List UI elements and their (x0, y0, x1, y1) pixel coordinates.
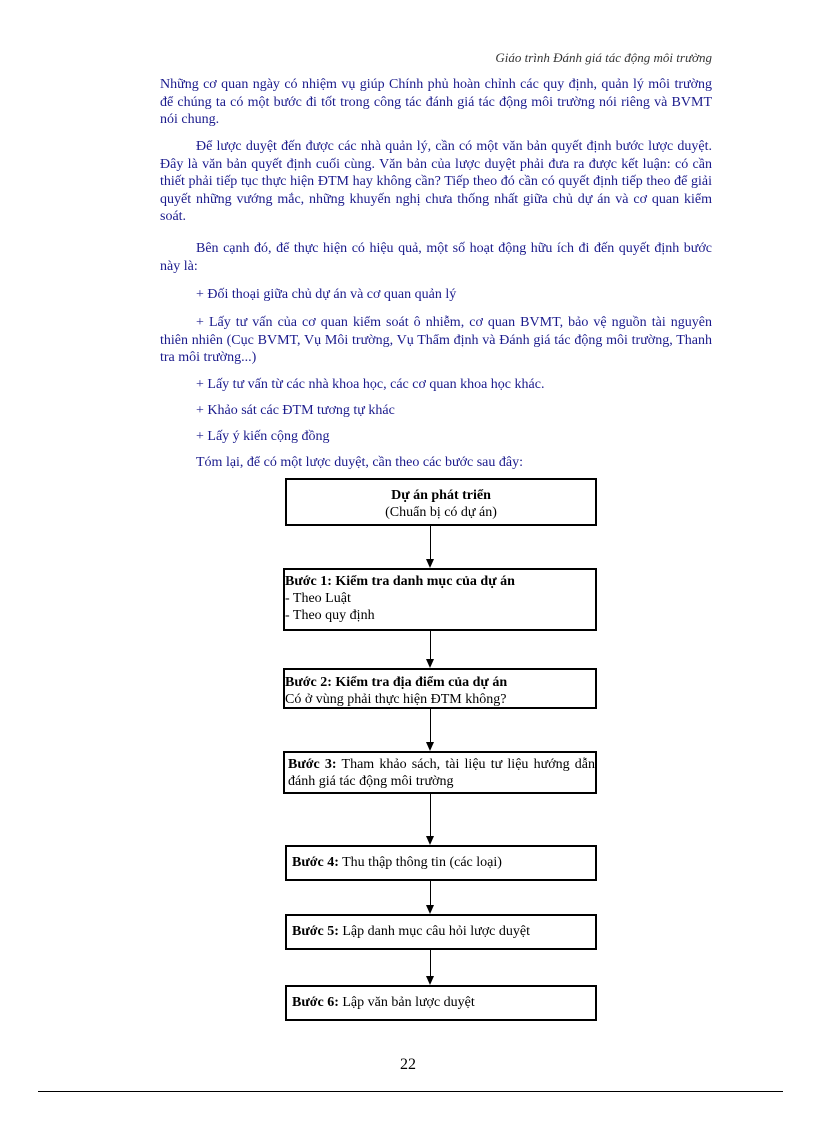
flow-step5-text: Lập danh mục câu hỏi lược duyệt (338, 924, 530, 939)
flow-step1-line1: - Theo Luật (285, 591, 351, 606)
flow-box-step4 (285, 845, 597, 881)
summary-line: Tóm lại, để có một lược duyệt, cần theo các bước sau đây: (196, 455, 523, 470)
flow-step1-line2: - Theo quy định (285, 608, 375, 623)
flow-start-title: Dự án phát triển (391, 488, 491, 503)
flow-arrow-6-head (426, 976, 434, 985)
paragraph-2: Để lược duyệt đến được các nhà quản lý, cần có một văn bản quyết định bước lược duyệt. Đây là văn bản quyết định cuối cùng. Văn bản của lược duyệt phải đưa ra được kết luận: có cần thiết phải tiếp tục thực hiện ĐTM hay không cần? Tiếp theo đó cần có quyết định tiếp theo để giải quyết những vướng mắc, những khuyến nghị chưa thống nhất giữa chủ dự án và cơ quan kiểm soát. (160, 139, 712, 224)
flow-step6-label: Bước 6: (292, 995, 339, 1010)
flow-box-step1 (283, 568, 597, 631)
flow-arrow-5-head (426, 905, 434, 914)
footer-rule (38, 1091, 783, 1092)
flow-start-subtitle: (Chuẩn bị có dự án) (385, 505, 497, 520)
flow-arrow-5 (430, 881, 431, 905)
bullet-item-5: + Lấy ý kiến cộng đồng (196, 429, 330, 444)
flow-arrow-4 (430, 794, 431, 836)
paragraph-1: Những cơ quan ngày có nhiệm vụ giúp Chính phủ hoàn chỉnh các quy định, quản lý môi trường để chúng ta có một bước đi tốt trong công tác đánh giá tác động môi trường nói riêng và BVMT nói chung. (160, 77, 712, 127)
flow-arrow-3 (430, 709, 431, 742)
bullet-item-1: + Đối thoại giữa chủ dự án và cơ quan quản lý (196, 287, 457, 302)
flow-step4-label: Bước 4: (292, 855, 339, 870)
flow-step4-text: Thu thập thông tin (các loại) (338, 855, 502, 870)
flow-box-step5 (285, 914, 597, 950)
flow-step5-label: Bước 5: (292, 924, 339, 939)
flow-step6-text: Lập văn bản lược duyệt (338, 995, 475, 1010)
flow-step2-line1: Có ở vùng phải thực hiện ĐTM không? (285, 692, 507, 707)
flow-arrow-6 (430, 950, 431, 976)
flow-arrow-1 (430, 526, 431, 559)
flow-step2-label: Bước 2: Kiểm tra địa điểm của dự án (285, 675, 508, 690)
flow-box-step6 (285, 985, 597, 1021)
flow-step3-text: Tham khảo sách, tài liệu tư liệu hướng dẫn đánh giá tác động môi trường (288, 757, 596, 789)
flow-step3-label: Bước 3: (288, 757, 337, 772)
flow-arrow-1-head (426, 559, 434, 568)
flow-arrow-4-head (426, 836, 434, 845)
bullet-item-2: + Lấy tư vấn của cơ quan kiểm soát ô nhiễm, cơ quan BVMT, bảo vệ nguồn tài nguyên thiên nhiên (Cục BVMT, Vụ Môi trường, Vụ Thẩm định và Đánh giá tác động môi trường, Thanh tra môi trường...) (160, 315, 712, 365)
flow-box-step3 (283, 751, 597, 794)
page-number: 22 (400, 1056, 416, 1073)
flow-box-start (285, 478, 597, 526)
paragraph-3: Bên cạnh đó, để thực hiện có hiệu quả, một số hoạt động hữu ích đi đến quyết định bước này là: (160, 241, 712, 274)
flow-arrow-2 (430, 631, 431, 659)
running-header: Giáo trình Đánh giá tác động môi trường (495, 50, 712, 65)
flow-box-step2 (283, 668, 597, 709)
flow-step1-label: Bước 1: Kiểm tra danh mục của dự án (285, 574, 515, 589)
flow-arrow-2-head (426, 659, 434, 668)
flow-arrow-3-head (426, 742, 434, 751)
bullet-item-3: + Lấy tư vấn từ các nhà khoa học, các cơ quan khoa học khác. (196, 377, 545, 392)
bullet-item-4: + Khảo sát các ĐTM tương tự khác (196, 403, 395, 418)
